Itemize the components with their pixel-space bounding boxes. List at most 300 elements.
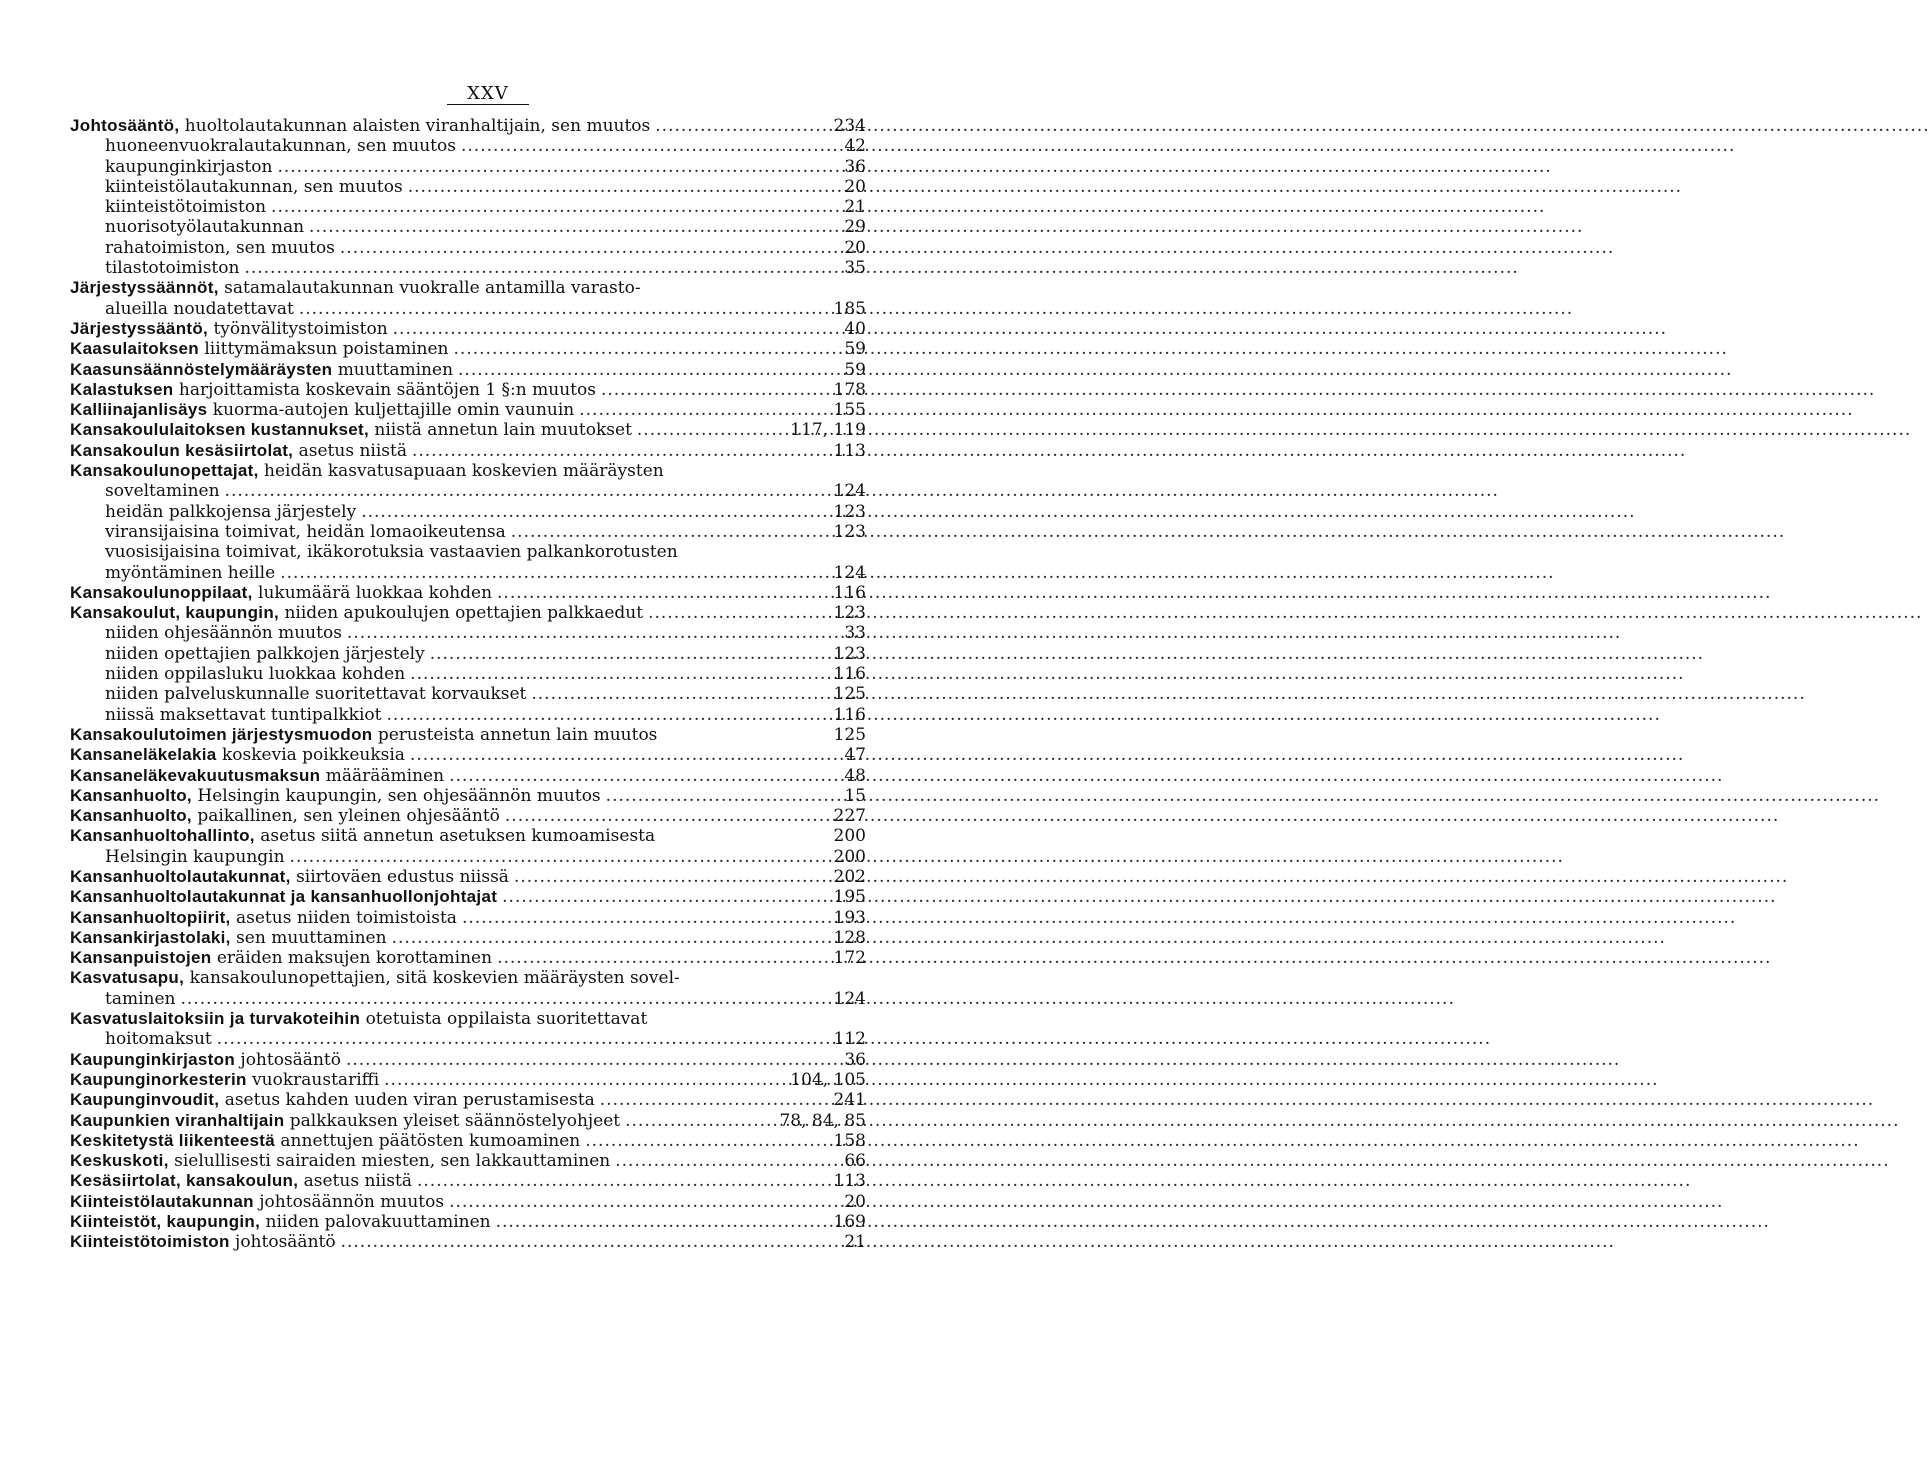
entry-text <box>105 623 342 643</box>
index-entry <box>70 400 866 420</box>
entry-keyword: Kansakoululaitoksen kustannukset, <box>70 420 369 440</box>
page-reference: 116 <box>833 664 866 685</box>
entry-keyword: Kansanhuoltolautakunnat ja kansanhuollonjohtajat <box>70 887 498 907</box>
entry-description: heidän palkkojensa järjestely <box>105 501 357 522</box>
index-entry <box>70 705 866 725</box>
entry-description: soveltaminen <box>105 481 220 502</box>
dot-leader <box>410 664 828 684</box>
index-entry <box>70 1131 866 1151</box>
entry-text <box>70 583 492 603</box>
page-reference: 241 <box>833 1090 866 1111</box>
entry-keyword: Kansaneläkevakuutusmaksun <box>70 765 321 785</box>
entry-description: kansakoulunopettajien, sitä koskevien määräysten sovel- <box>189 968 680 989</box>
index-entry <box>70 420 866 440</box>
entry-description: niistä annetun lain muutokset <box>374 420 632 441</box>
entry-description: asetus niistä <box>303 1171 412 1192</box>
page-reference: 35 <box>844 258 866 279</box>
dot-leader <box>497 583 829 603</box>
entry-text <box>70 826 744 846</box>
index-entry <box>70 664 866 684</box>
entry-keyword: Kansanhuolto, <box>70 806 192 826</box>
dot-leader <box>454 339 840 359</box>
index-entry <box>70 766 866 786</box>
page-number <box>110 80 866 116</box>
dot-leader <box>217 1029 829 1049</box>
entry-description: tilastotoimiston <box>105 258 240 279</box>
dot-leader <box>615 1151 839 1171</box>
entry-description: kaupunginkirjaston <box>105 156 273 177</box>
entry-text <box>70 867 509 887</box>
entry-keyword: Kaupunginkirjaston <box>70 1049 236 1069</box>
entry-text <box>105 217 304 237</box>
entry-description: niiden opettajien palkkojen järjestely <box>105 643 425 664</box>
page-reference: 20 <box>844 1191 866 1212</box>
dot-leader <box>361 502 828 522</box>
entry-text <box>70 1192 444 1212</box>
entry-description: Helsingin kaupungin, sen ohjesäännön muutos <box>197 785 601 806</box>
entry-text <box>105 299 294 319</box>
index-entry <box>70 583 866 603</box>
entry-text <box>70 116 650 136</box>
index-entry <box>70 725 866 745</box>
entry-keyword: Kalliinajanlisäys <box>70 400 208 420</box>
index-entry <box>70 1232 866 1252</box>
entry-text <box>70 786 601 806</box>
entry-description: satamalautakunnan vuokralle antamilla varasto- <box>224 278 641 299</box>
dot-leader <box>410 745 839 765</box>
dot-leader <box>180 989 828 1009</box>
dot-leader <box>309 217 839 237</box>
entry-text <box>105 847 285 867</box>
entry-keyword: Keskuskoti, <box>70 1151 169 1171</box>
entry-description: alueilla noudatettavat <box>105 298 294 319</box>
entry-keyword: Järjestyssäännöt, <box>70 278 219 298</box>
entry-description: asetus kahden uuden viran perustamisesta <box>224 1090 595 1111</box>
index-entry <box>70 116 866 136</box>
entry-text <box>105 522 506 542</box>
dot-leader <box>393 319 840 339</box>
entry-keyword: Kalastuksen <box>70 379 174 399</box>
entry-text <box>70 420 632 440</box>
index-entry <box>70 299 866 319</box>
entry-keyword: Kiinteistöt, kaupungin, <box>70 1212 261 1232</box>
entry-description: asetus siitä annetun asetuksen kumoamisesta <box>260 826 656 847</box>
dot-leader <box>277 157 839 177</box>
index-entry <box>70 644 866 664</box>
page-reference: 36 <box>844 156 866 177</box>
entry-keyword: Kaupunginvoudit, <box>70 1090 220 1110</box>
entry-text <box>70 806 500 826</box>
dot-leader <box>601 380 829 400</box>
page-reference: 123 <box>833 521 866 542</box>
entry-keyword: Kaupunkien viranhaltijain <box>70 1110 285 1130</box>
page-reference: 158 <box>833 1130 866 1151</box>
index-entry <box>70 847 866 867</box>
page-reference: 15 <box>844 785 866 806</box>
dot-leader <box>340 238 839 258</box>
entry-text <box>105 989 175 1009</box>
page-reference: 185 <box>833 298 866 319</box>
entry-description: vuokraustariffi <box>252 1069 380 1090</box>
index-entry <box>70 481 866 501</box>
entry-description: huoltolautakunnan alaisten viranhaltijain, sen muutos <box>184 116 651 136</box>
entry-description: taminen <box>105 988 176 1009</box>
dot-leader <box>386 705 828 725</box>
page-reference: 20 <box>844 176 866 197</box>
entry-description: rahatoimiston, sen muutos <box>105 237 335 258</box>
entry-keyword: Kansanhuoltolautakunnat, <box>70 866 291 886</box>
entry-text <box>70 1171 412 1191</box>
page-reference: 36 <box>844 1049 866 1070</box>
index-entry <box>70 1192 866 1212</box>
entry-text <box>105 481 220 501</box>
entry-description: kuorma-autojen kuljettajille omin vaunuin <box>212 400 575 421</box>
entry-description: siirtoväen edustus niissä <box>296 866 509 887</box>
entry-text <box>70 1111 620 1131</box>
entry-keyword: Keskitetystä liikenteestä <box>70 1130 275 1150</box>
page-reference: 42 <box>844 136 866 157</box>
entry-description: viransijaisina toimivat, heidän lomaoikeutensa <box>105 521 506 542</box>
entry-text <box>70 461 866 481</box>
page-reference: 116 <box>833 704 866 725</box>
page-reference: 117, 119 <box>790 420 866 441</box>
page-reference: 59 <box>844 359 866 380</box>
page-reference: 78, 84, 85 <box>779 1110 866 1131</box>
dot-leader <box>458 360 839 380</box>
entry-description: johtosäännön muutos <box>259 1191 445 1212</box>
page-reference: 123 <box>833 501 866 522</box>
dot-leader <box>606 786 840 806</box>
entry-description: määrääminen <box>325 765 445 786</box>
page-reference: 125 <box>833 684 866 705</box>
entry-keyword: Kansaneläkelakia <box>70 745 217 765</box>
index-entry <box>70 968 866 988</box>
dot-leader <box>244 258 839 278</box>
entry-description: eräiden maksujen korottaminen <box>216 948 493 969</box>
index-list <box>70 116 866 1253</box>
dot-leader <box>417 1171 829 1191</box>
dot-leader <box>449 1192 839 1212</box>
entry-text <box>105 157 272 177</box>
index-entry <box>70 1009 866 1029</box>
dot-leader <box>637 420 785 440</box>
index-entry <box>70 826 866 846</box>
entry-text <box>105 684 526 704</box>
index-entry <box>70 278 866 298</box>
index-entry <box>70 786 866 806</box>
dot-leader <box>347 623 839 643</box>
page-reference: 29 <box>844 217 866 238</box>
index-entry <box>70 1029 866 1049</box>
entry-description: niiden ohjesäännön muutos <box>105 623 342 644</box>
entry-description: harjoittamista koskevain sääntöjen 1 §:n muutos <box>178 379 596 400</box>
entry-description: muuttaminen <box>337 359 454 380</box>
entry-text <box>70 319 388 339</box>
page-reference: 66 <box>844 1151 866 1172</box>
entry-keyword: Kaupunginorkesterin <box>70 1069 247 1089</box>
page-reference: 104, 105 <box>790 1069 866 1090</box>
entry-text <box>70 1232 336 1252</box>
entry-keyword: Johtosääntö, <box>70 116 180 135</box>
entry-keyword: Kansanhuoltohallinto, <box>70 826 255 846</box>
dot-leader <box>511 522 829 542</box>
page-reference: 124 <box>833 481 866 502</box>
index-entry <box>70 1070 866 1090</box>
entry-description: työnvälitystoimiston <box>213 318 388 339</box>
page-reference: 125 <box>833 724 867 745</box>
entry-keyword: Kansanhuoltopiirit, <box>70 907 231 927</box>
dot-leader <box>505 806 829 826</box>
index-entry <box>70 623 866 643</box>
page-reference: 59 <box>844 339 866 360</box>
dot-leader <box>531 684 828 704</box>
dot-leader <box>392 928 829 948</box>
entry-text <box>70 968 866 988</box>
page-reference: 47 <box>844 745 866 766</box>
dot-leader <box>408 177 840 197</box>
entry-text <box>70 1009 866 1029</box>
entry-text <box>70 766 444 786</box>
entry-text <box>70 603 643 623</box>
page-reference: 116 <box>833 582 866 603</box>
entry-description: lukumäärä luokkaa kohden <box>258 582 493 603</box>
entry-text <box>105 563 275 583</box>
entry-keyword: Kasvatuslaitoksiin ja turvakoteihin <box>70 1009 361 1029</box>
page-reference: 123 <box>833 643 866 664</box>
dot-leader <box>497 948 828 968</box>
dot-leader <box>280 563 828 583</box>
entry-text <box>70 400 574 420</box>
entry-text <box>70 1131 580 1151</box>
dot-leader <box>579 400 828 420</box>
index-entry <box>70 339 866 359</box>
entry-description: koskevia poikkeuksia <box>221 745 405 766</box>
entry-text <box>70 1151 610 1171</box>
entry-keyword: Kesäsiirtolat, kansakoulun, <box>70 1171 299 1191</box>
index-entry <box>70 502 866 522</box>
index-entry <box>70 217 866 237</box>
index-entry <box>70 867 866 887</box>
entry-description: hoitomaksut <box>105 1029 212 1050</box>
page-reference: 21 <box>844 197 866 218</box>
page-reference: 200 <box>833 826 866 847</box>
entry-description: vuosisijaisina toimivat, ikäkorotuksia vastaavien palkankorotusten <box>105 542 678 563</box>
entry-description: palkkauksen yleiset säännöstelyohjeet <box>289 1110 621 1131</box>
entry-keyword: Kaasunsäännöstelymääräysten <box>70 359 333 379</box>
dot-leader <box>384 1070 785 1090</box>
page-reference: 202 <box>833 866 866 887</box>
entry-text <box>105 258 239 278</box>
dot-leader <box>299 299 829 319</box>
entry-description: niiden oppilasluku luokkaa kohden <box>105 664 406 685</box>
entry-description: sielullisesti sairaiden miesten, sen lakkauttaminen <box>174 1151 611 1172</box>
index-entry <box>70 908 866 928</box>
entry-text <box>105 136 456 156</box>
entry-text <box>70 1090 595 1110</box>
entry-keyword: Järjestyssääntö, <box>70 318 209 338</box>
page-reference: 227 <box>833 806 866 827</box>
page-reference: 193 <box>833 907 866 928</box>
entry-text <box>70 745 405 765</box>
index-page <box>70 80 866 1253</box>
page-reference: 172 <box>833 948 866 969</box>
entry-text <box>70 339 449 359</box>
dot-leader <box>514 867 829 887</box>
page-reference: 40 <box>844 318 866 339</box>
entry-description: perusteista annetun lain muutos <box>377 724 658 745</box>
index-entry <box>70 928 866 948</box>
entry-description: johtosääntö <box>235 1232 336 1253</box>
entry-description: otetuista oppilaista suoritettavat <box>365 1009 648 1030</box>
dot-leader <box>271 197 839 217</box>
entry-text <box>70 908 457 928</box>
page-reference: 200 <box>833 846 866 867</box>
page-reference: 113 <box>833 1171 866 1192</box>
entry-text <box>105 238 335 258</box>
entry-text <box>105 542 866 562</box>
entry-text <box>70 1212 491 1232</box>
dot-leader <box>502 887 828 907</box>
entry-description: niiden palveluskunnalle suoritettavat korvaukset <box>105 684 527 705</box>
page-reference: 178 <box>833 379 866 400</box>
entry-description: kiinteistölautakunnan, sen muutos <box>105 176 403 197</box>
dot-leader <box>430 644 829 664</box>
entry-text <box>70 380 596 400</box>
entry-keyword: Kansanhuolto, <box>70 785 192 805</box>
entry-description: huoneenvuokralautakunnan, sen muutos <box>105 136 456 157</box>
index-entry <box>70 1090 866 1110</box>
dot-leader <box>449 766 839 786</box>
entry-text <box>70 887 497 907</box>
entry-keyword: Kiinteistölautakunnan <box>70 1191 254 1211</box>
entry-description: heidän kasvatusapuaan koskevien määräysten <box>264 461 664 482</box>
index-entry <box>70 563 866 583</box>
index-entry <box>70 238 866 258</box>
page-reference: 155 <box>833 400 866 421</box>
entry-description: kiinteistötoimiston <box>105 197 267 218</box>
dot-leader <box>412 441 829 461</box>
index-entry <box>70 157 866 177</box>
page-reference: 128 <box>833 927 866 948</box>
index-entry <box>70 380 866 400</box>
index-entry <box>70 461 866 481</box>
entry-keyword: Kansakoulunopettajat, <box>70 461 259 481</box>
entry-keyword: Kansakoulunoppilaat, <box>70 582 253 602</box>
dot-leader <box>225 481 829 501</box>
entry-text <box>105 502 356 522</box>
dot-leader <box>462 908 829 928</box>
entry-text <box>105 1029 212 1049</box>
entry-text <box>105 197 266 217</box>
index-entry <box>70 948 866 968</box>
entry-keyword: Kaasulaitoksen <box>70 339 199 359</box>
page-reference: 124 <box>833 988 866 1009</box>
index-entry <box>70 684 866 704</box>
entry-keyword: Kansakoulun kesäsiirtolat, <box>70 440 294 460</box>
index-entry <box>70 319 866 339</box>
entry-text <box>70 441 407 461</box>
page-reference: 48 <box>844 765 866 786</box>
index-entry <box>70 136 866 156</box>
entry-text <box>105 705 381 725</box>
dot-leader <box>655 116 828 136</box>
entry-keyword: Kiinteistötoimiston <box>70 1232 230 1252</box>
index-entry <box>70 197 866 217</box>
entry-keyword: Kansanpuistojen <box>70 948 212 968</box>
dot-leader <box>496 1212 829 1232</box>
page-number-text: XXV <box>447 83 529 105</box>
entry-description: asetus niistä <box>298 440 407 461</box>
dot-leader <box>600 1090 829 1110</box>
entry-text <box>70 1070 379 1090</box>
index-entry <box>70 1050 866 1070</box>
entry-text <box>70 1050 341 1070</box>
entry-text <box>105 177 403 197</box>
dot-leader <box>290 847 829 867</box>
entry-description: paikallinen, sen yleinen ohjesääntö <box>197 806 500 827</box>
index-entry <box>70 522 866 542</box>
index-entry <box>70 989 866 1009</box>
dot-leader <box>625 1111 774 1131</box>
entry-description: johtosääntö <box>240 1049 341 1070</box>
dot-leader <box>461 136 839 156</box>
entry-keyword: Kansankirjastolaki, <box>70 927 231 947</box>
entry-description: annettujen päätösten kumoaminen <box>280 1130 581 1151</box>
entry-text <box>70 948 492 968</box>
dot-leader <box>346 1050 839 1070</box>
index-entry <box>70 542 866 562</box>
index-entry <box>70 1151 866 1171</box>
page-reference: 20 <box>844 237 866 258</box>
index-entry <box>70 1111 866 1131</box>
entry-description: niissä maksettavat tuntipalkkiot <box>105 704 382 725</box>
entry-description: nuorisotyölautakunnan <box>105 217 305 238</box>
page-reference: 33 <box>844 623 866 644</box>
index-entry <box>70 745 866 765</box>
page-reference: 113 <box>833 440 866 461</box>
entry-description: asetus niiden toimistoista <box>236 907 457 928</box>
index-entry <box>70 887 866 907</box>
page-reference: 234 <box>833 116 866 136</box>
entry-description: niiden palovakuuttaminen <box>265 1212 491 1233</box>
page-reference: 124 <box>833 562 866 583</box>
dot-leader <box>648 603 828 623</box>
entry-description: myöntäminen heille <box>105 562 276 583</box>
index-entry <box>70 1171 866 1191</box>
entry-keyword: Kansakoulut, kaupungin, <box>70 603 280 623</box>
index-entry <box>70 806 866 826</box>
dot-leader <box>585 1131 828 1151</box>
entry-text <box>105 644 425 664</box>
entry-text <box>70 278 866 298</box>
page-reference: 123 <box>833 603 866 624</box>
page-reference: 21 <box>844 1232 866 1253</box>
index-entry <box>70 360 866 380</box>
page-reference: 112 <box>833 1029 866 1050</box>
index-entry <box>70 177 866 197</box>
entry-description: liittymämaksun poistaminen <box>204 339 449 360</box>
entry-description: sen muuttaminen <box>236 927 387 948</box>
page-reference: 169 <box>833 1212 866 1233</box>
entry-description: Helsingin kaupungin <box>105 846 285 867</box>
page-reference: 195 <box>833 887 866 908</box>
index-entry <box>70 603 866 623</box>
entry-text <box>105 664 405 684</box>
entry-text <box>70 725 745 745</box>
entry-keyword: Kasvatusapu, <box>70 968 185 988</box>
entry-description: niiden apukoulujen opettajien palkkaedut <box>284 603 644 624</box>
entry-text <box>70 360 453 380</box>
